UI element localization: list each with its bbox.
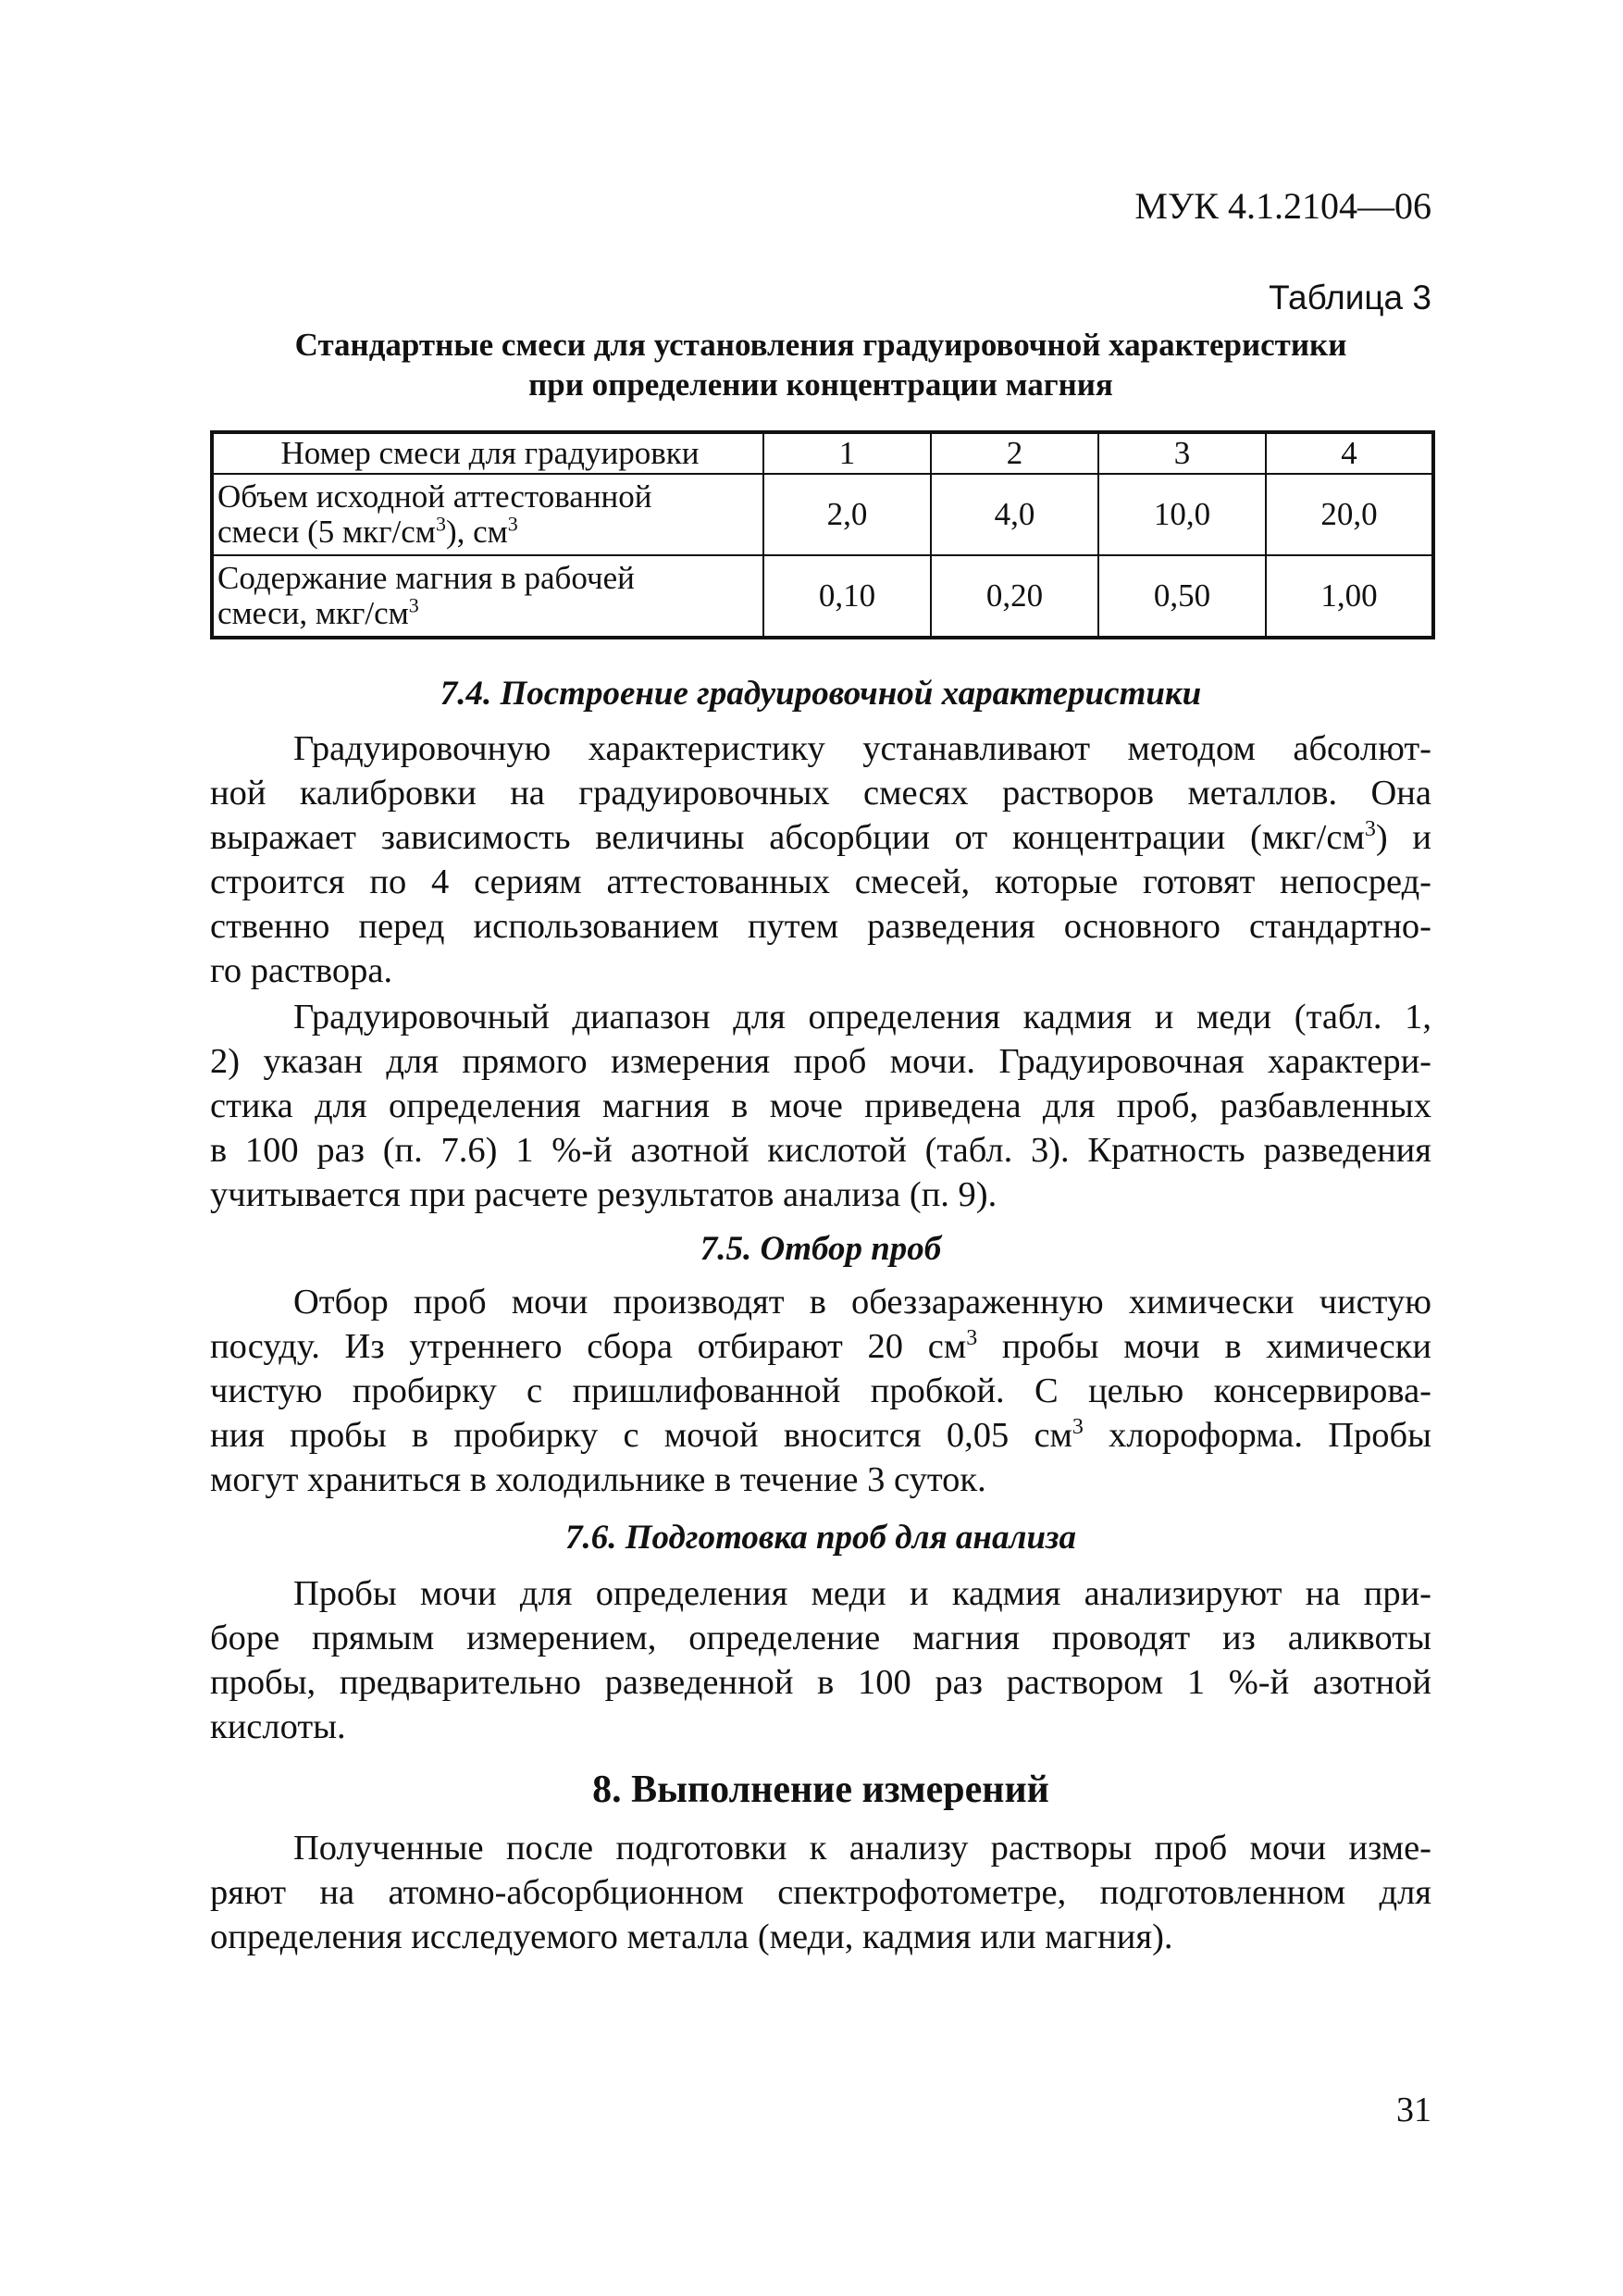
row-label-volume bbox=[212, 474, 763, 555]
row-label-text: смеси, мкг/см bbox=[217, 595, 409, 631]
paragraph bbox=[210, 995, 1431, 1217]
table-title-line: Стандартные смеси для установления градуировочной характеристики bbox=[294, 327, 1347, 363]
paragraph bbox=[210, 1571, 1431, 1749]
table-cell: 2,0 bbox=[763, 474, 931, 555]
text-fragment: ния пробы в пробирку с мочой вносится 0,05 см bbox=[210, 1416, 1072, 1455]
superscript: 3 bbox=[966, 1326, 978, 1351]
text-line: ственно перед использованием путем разведения основного стандартно- bbox=[210, 907, 1431, 946]
table-cell: 0,10 bbox=[763, 555, 931, 638]
section-title-7-5: 7.5. Отбор проб bbox=[700, 1230, 942, 1268]
row-label-text: Объем исходной аттестованной bbox=[217, 478, 652, 515]
table-row-content bbox=[212, 555, 1433, 638]
table-title bbox=[210, 325, 1431, 404]
text-line: учитывается при расчете результатов анализа (п. 9). bbox=[210, 1175, 997, 1214]
text-line: пробы, предварительно разведенной в 100 раз раствором 1 %-й азотной bbox=[210, 1663, 1431, 1702]
text-line: Отбор проб мочи производят в обеззараженную химически чистую bbox=[293, 1283, 1431, 1322]
table-header-cell: 2 bbox=[931, 432, 1098, 474]
paragraph bbox=[210, 1280, 1431, 1502]
table-cell: 1,00 bbox=[1266, 555, 1433, 638]
text-line: ной калибровки на градуировочных смесях растворов металлов. Она bbox=[210, 774, 1431, 813]
table-label: Таблица 3 bbox=[1269, 279, 1431, 316]
text-line: Градуировочный диапазон для определения кадмия и меди (табл. 1, bbox=[293, 998, 1431, 1036]
text-line: 2) указан для прямого измерения проб мочи. Градуировочная характери- bbox=[210, 1042, 1431, 1081]
table-header-cell: 3 bbox=[1098, 432, 1266, 474]
text-line: могут храниться в холодильнике в течение 3 суток. bbox=[210, 1460, 986, 1499]
text-line: строится по 4 сериям аттестованных смесей, которые готовят непосред- bbox=[210, 863, 1431, 901]
text-line: кислоты. bbox=[210, 1707, 346, 1746]
row-label-content bbox=[212, 555, 763, 638]
text-line bbox=[210, 815, 1431, 860]
text-fragment: хлороформа. Пробы bbox=[1083, 1416, 1431, 1455]
page-number: 31 bbox=[1396, 2091, 1431, 2129]
row-label-text: Содержание магния в рабочей bbox=[217, 560, 635, 596]
text-line: стика для определения магния в моче приведена для проб, разбавленных bbox=[210, 1086, 1431, 1125]
table-title-line: при определении концентрации магния bbox=[528, 366, 1113, 403]
chapter-title-8: 8. Выполнение измерений bbox=[592, 1769, 1049, 1811]
text-fragment: пробы мочи в химически bbox=[977, 1327, 1431, 1366]
table-header-cell: Номер смеси для градуировки bbox=[212, 432, 763, 474]
row-label-text: смеси (5 мкг/см bbox=[217, 514, 436, 550]
text-line: Полученные после подготовки к анализу растворы проб мочи изме- bbox=[293, 1829, 1431, 1868]
text-fragment: выражает зависимость величины абсорбции от концентрации (мкг/см bbox=[210, 818, 1365, 857]
text-line: ряют на атомно-абсорбционном спектрофотометре, подготовленном для bbox=[210, 1873, 1431, 1912]
section-title-7-4: 7.4. Построение градуировочной характеристики bbox=[440, 675, 1202, 713]
text-line: в 100 раз (п. 7.6) 1 %-й азотной кислотой (табл. 3). Кратность разведения bbox=[210, 1131, 1431, 1170]
text-fragment: посуду. Из утреннего сбора отбирают 20 см bbox=[210, 1327, 967, 1366]
table-cell: 4,0 bbox=[931, 474, 1098, 555]
text-line: Градуировочную характеристику устанавливают методом абсолют- bbox=[293, 729, 1431, 768]
paragraph bbox=[210, 726, 1431, 993]
table-cell: 0,50 bbox=[1098, 555, 1266, 638]
text-line bbox=[210, 1324, 1431, 1369]
text-line: боре прямым измерением, определение магния проводят из аликвоты bbox=[210, 1619, 1431, 1657]
table-cell: 20,0 bbox=[1266, 474, 1433, 555]
text-line: Пробы мочи для определения меди и кадмия анализируют на при- bbox=[293, 1574, 1431, 1613]
table-row-volume bbox=[212, 474, 1433, 555]
text-line: определения исследуемого металла (меди, кадмия или магния). bbox=[210, 1917, 1173, 1956]
superscript: 3 bbox=[507, 512, 518, 536]
superscript: 3 bbox=[1364, 817, 1376, 842]
text-line: чистую пробирку с пришлифованной пробкой. С целью консервирова- bbox=[210, 1371, 1431, 1410]
table-header-cell: 1 bbox=[763, 432, 931, 474]
text-line bbox=[210, 1413, 1431, 1458]
table-cell: 0,20 bbox=[931, 555, 1098, 638]
table-header-row bbox=[212, 432, 1433, 474]
table-cell: 10,0 bbox=[1098, 474, 1266, 555]
row-label-text: ), см bbox=[445, 514, 508, 550]
section-title-7-6: 7.6. Подготовка проб для анализа bbox=[565, 1519, 1076, 1557]
text-line: го раствора. bbox=[210, 951, 393, 990]
superscript: 3 bbox=[408, 593, 419, 617]
table-header-cell: 4 bbox=[1266, 432, 1433, 474]
superscript: 3 bbox=[435, 512, 446, 536]
document-page bbox=[210, 180, 1431, 2142]
superscript: 3 bbox=[1072, 1415, 1084, 1440]
document-code: МУК 4.1.2104—06 bbox=[1134, 185, 1431, 227]
paragraph bbox=[210, 1826, 1431, 1959]
calibration-mixtures-table bbox=[210, 430, 1435, 639]
text-fragment: ) и bbox=[1375, 818, 1431, 857]
